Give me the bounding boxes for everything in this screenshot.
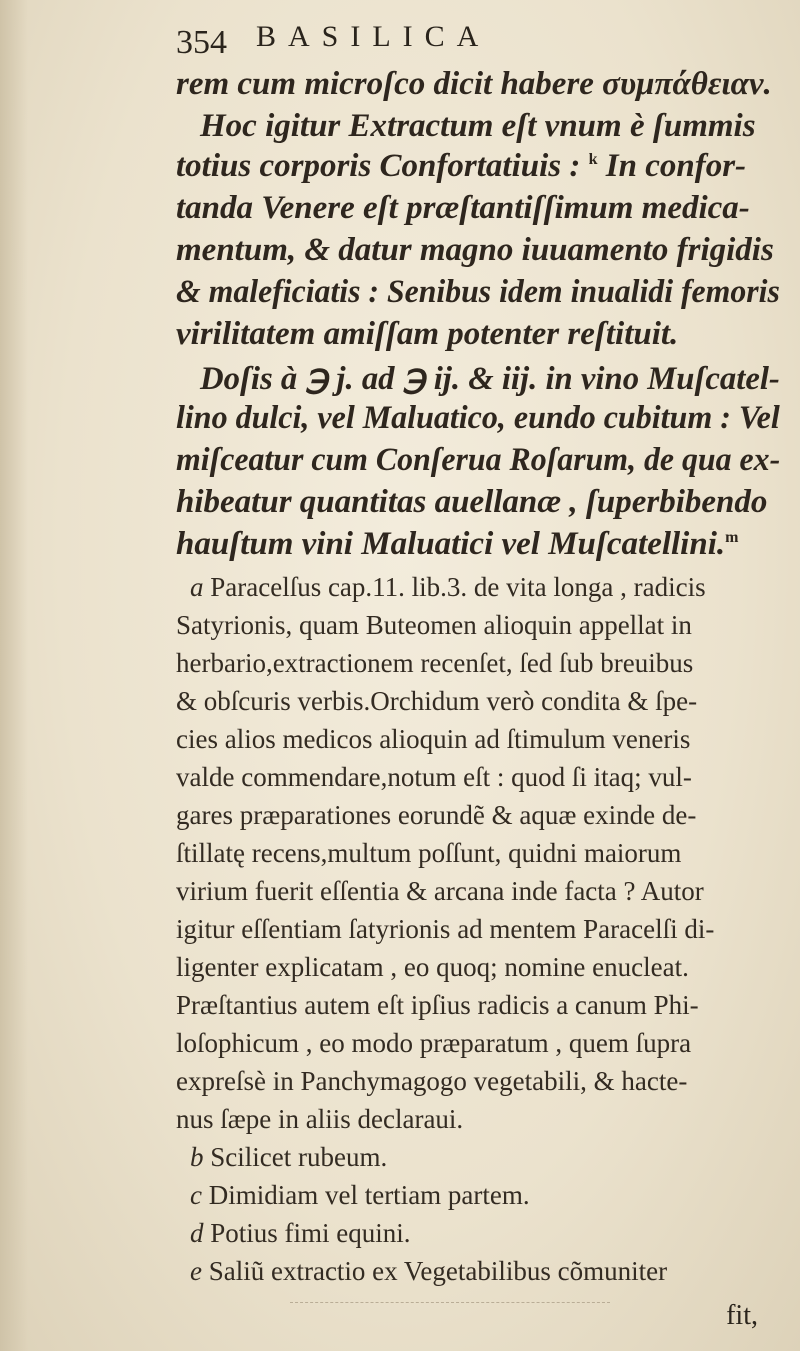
text-line: miſceatur cum Conſerua Roſarum, de qua ex- [176,442,781,478]
text-line: virilitatem amiſſam potenter reſtituit. [176,316,679,352]
footnote-letter: b [190,1142,204,1172]
page-header [176,14,656,62]
footnote-line: Præſtantius autem eſt ipſius radicis a canum Phi- [176,990,699,1020]
footnote-line: expreſsè in Panchymagogo vegetabili, & hacte- [176,1066,688,1096]
text-line: totius corporis Confortatiuis : $^k$ In confor- [176,148,747,184]
text-line: hibeatur quantitas auellanæ , ſuperbibendo [176,484,768,520]
bottom-rule [290,1302,610,1303]
footnote-letter: c [190,1180,202,1210]
footnote-line: & obſcuris verbis.Orchidum verò condita & ſpe- [176,686,698,716]
footnote-line: herbario,extractionem recenſet, ſed ſub breuibus [176,648,694,678]
footnote-line: Satyrionis, quam Buteomen alioquin appellat in [176,610,692,640]
footnote-line: ſtillatę recens,multum poſſunt, quidni maiorum [176,838,682,868]
text-line: mentum, & datur magno iuuamento frigidis [176,232,774,268]
page-gutter-shadow [0,0,28,1351]
footnote-line: a Paracelſus cap.11. lib.3. de vita longa , radicis [190,572,706,602]
running-title: BASILICA [256,20,491,53]
text-line: tanda Venere eſt præſtantiſſimum medica- [176,190,750,226]
page-number: 354 [176,24,227,61]
footnote-letter: d [190,1218,204,1248]
text-line: & maleficiatis : Senibus idem inualidi femoris [176,274,780,310]
footnote-marker: k [588,151,598,168]
footnote-line: e Saliũ extractio ex Vegetabilibus cõmuniter [190,1256,668,1286]
footnote-line: ligenter explicatam , eo quoq; nomine enucleat. [176,952,689,982]
catchword: fit, [726,1300,758,1331]
text-line: hauſtum vini Maluatici vel Muſcatellini.$^m$ [176,526,739,562]
footnote-line: igitur eſſentiam ſatyrionis ad mentem Paracelſi di- [176,914,715,944]
text-line: lino dulci, vel Maluatico, eundo cubitum : Vel [176,400,780,436]
footnote-line: d Potius fimi equini. [190,1218,411,1248]
footnote-line: gares præparationes eorundẽ & aquæ exinde de- [176,800,697,830]
footnote-line: valde commendare,notum eſt : quod ſi itaq; vul- [176,762,692,792]
footnote-line: nus ſæpe in aliis declaraui. [176,1104,464,1134]
footnote-letter: a [190,572,204,602]
text-line: Hoc igitur Extractum eſt vnum è ſummis [200,108,756,144]
footnote-line: c Dimidiam vel tertiam partem. [190,1180,530,1210]
footnote-line: cies alios medicos alioquin ad ſtimulum veneris [176,724,691,754]
footnote-line: loſophicum , eo modo præparatum , quem ſupra [176,1028,692,1058]
footnote-line: virium fuerit eſſentia & arcana inde facta ? Autor [176,876,704,906]
footnote-letter: e [190,1256,202,1286]
text-line: Doſis à ℈ j. ad ℈ ij. & iij. in vino Muſcatel- [200,361,780,397]
footnote-line: b Scilicet rubeum. [190,1142,388,1172]
text-line: rem cum microſco dicit habere συμπάθειαν. [176,66,772,102]
footnote-marker: m [725,529,739,546]
